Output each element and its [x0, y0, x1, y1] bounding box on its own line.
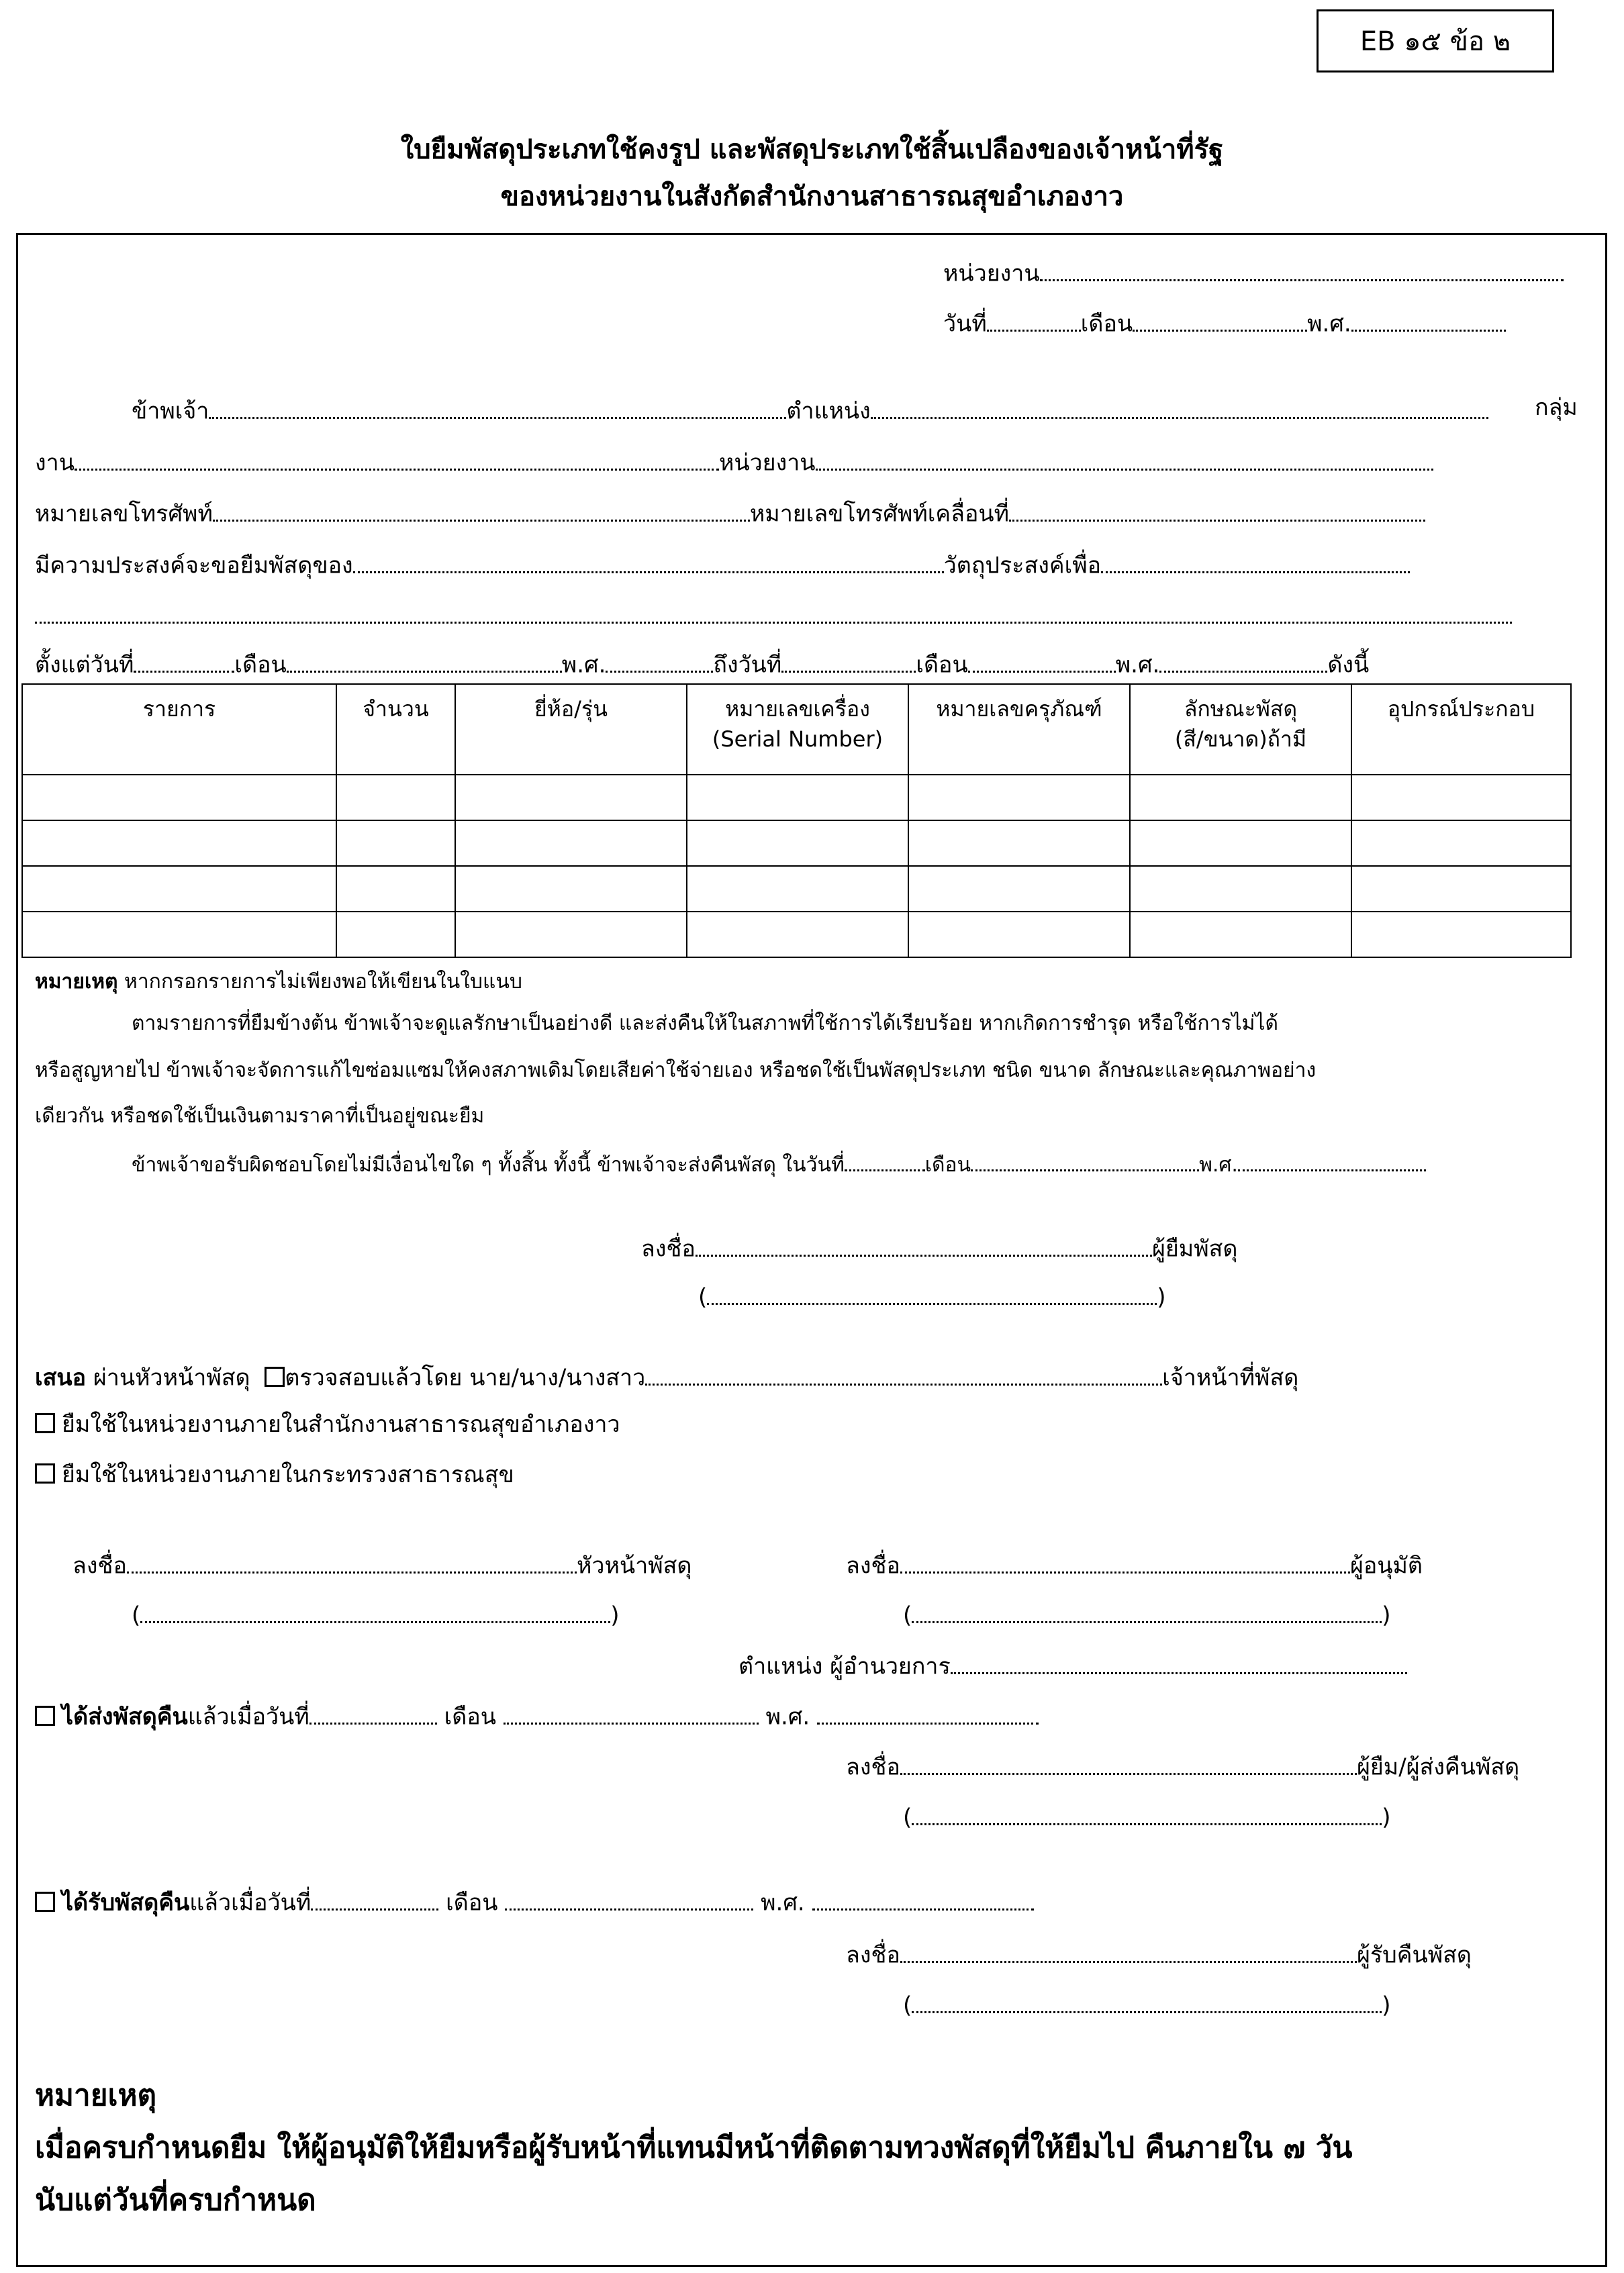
agreement-return-day-field[interactable]	[845, 1151, 925, 1171]
return-sent-month-label: เดือน	[444, 1703, 496, 1731]
table-cell[interactable]	[908, 912, 1130, 957]
return-received-role: ผู้รับคืนพัสดุ	[1356, 1941, 1472, 1969]
table-cell[interactable]	[1351, 775, 1571, 820]
option2-label: ยืมใช้ในหน่วยงานภายในกระทรวงสาธารณสุข	[62, 1461, 514, 1488]
applicant-wish-label: มีความประสงค์จะขอยืมพัสดุของ	[35, 552, 353, 579]
table-cell[interactable]	[1351, 820, 1571, 866]
applicant-mobile-field[interactable]	[1009, 499, 1425, 522]
return-received-checkbox[interactable]	[35, 1892, 55, 1912]
agreement-return-year-label: พ.ศ.	[1199, 1153, 1238, 1177]
table-cell[interactable]	[336, 912, 455, 957]
option2-row	[35, 1463, 514, 1486]
header-day-field[interactable]	[987, 309, 1081, 332]
applicant-i-label: ข้าพเจ้า	[132, 397, 209, 425]
borrower-sign-row	[641, 1234, 1237, 1261]
table-cell[interactable]	[336, 820, 455, 866]
approver-name-row: ( )	[903, 1600, 1391, 1627]
agreement-return-month-field[interactable]	[971, 1151, 1199, 1171]
table-cell[interactable]	[22, 866, 336, 912]
applicant-unit-label: หน่วยงาน	[718, 449, 816, 477]
applicant-purpose-cont-field[interactable]	[35, 601, 1512, 624]
agreement-return-row	[132, 1151, 1426, 1175]
approver-position-label: ตำแหน่ง ผู้อำนวยการ	[738, 1653, 951, 1680]
period-from-year-label: พ.ศ.	[561, 651, 606, 679]
table-row	[22, 775, 1571, 820]
table-cell[interactable]	[1130, 866, 1351, 912]
form-title-line1: ใบยืมพัสดุประเภทใช้คงรูป และพัสดุประเภทใช้สิ้นเปลืองของเจ้าหน้าที่รัฐ	[400, 134, 1224, 165]
option1-row	[35, 1413, 620, 1436]
return-sent-day-field[interactable]	[309, 1702, 437, 1725]
table-cell[interactable]	[455, 820, 687, 866]
agreement-return-year-field[interactable]	[1238, 1151, 1426, 1171]
applicant-phone-label: หมายเลขโทรศัพท์	[35, 500, 213, 528]
table-cell[interactable]	[1130, 912, 1351, 957]
return-received-label: ได้รับพัสดุคืน	[62, 1889, 190, 1917]
table-cell[interactable]	[687, 866, 908, 912]
option1-checkbox[interactable]	[35, 1413, 55, 1433]
applicant-purpose-field[interactable]	[1101, 550, 1410, 573]
return-received-year-label: พ.ศ.	[761, 1889, 805, 1917]
remark1-label: หมายเหตุ	[35, 970, 118, 994]
approver-position-field[interactable]	[951, 1651, 1407, 1674]
option2-checkbox[interactable]	[35, 1463, 55, 1484]
applicant-unit-field[interactable]	[816, 448, 1433, 471]
return-sent-row	[35, 1702, 1039, 1729]
approver-position-row	[738, 1651, 1407, 1678]
return-received-year-field[interactable]	[812, 1888, 1034, 1911]
table-cell[interactable]	[687, 820, 908, 866]
items-header-cell: อุปกรณ์ประกอบ	[1351, 684, 1571, 775]
table-cell[interactable]	[22, 912, 336, 957]
header-unit-label: หน่วยงาน	[943, 260, 1040, 287]
return-sent-sign-label: ลงชื่อ	[846, 1753, 900, 1781]
table-cell[interactable]	[687, 775, 908, 820]
applicant-period-row	[35, 650, 1369, 677]
applicant-group-label-2: งาน	[35, 449, 75, 477]
table-cell[interactable]	[455, 775, 687, 820]
header-date-label: วันที่	[943, 310, 987, 338]
return-received-month-label: เดือน	[446, 1889, 498, 1917]
return-received-row	[35, 1888, 1034, 1915]
return-received-sign-field[interactable]	[900, 1940, 1357, 1963]
table-cell[interactable]	[908, 775, 1130, 820]
return-received-day-field[interactable]	[311, 1888, 438, 1911]
table-cell[interactable]	[455, 912, 687, 957]
table-cell[interactable]	[22, 820, 336, 866]
checked-checkbox[interactable]	[265, 1367, 285, 1387]
approver-sign-row	[846, 1551, 1423, 1578]
borrower-sign-field[interactable]	[696, 1234, 1152, 1257]
option1-label: ยืมใช้ในหน่วยงานภายในสำนักงานสาธารณสุขอำเภองาว	[62, 1411, 620, 1438]
form-code: EB ๑๕ ข้อ ๒	[1359, 26, 1511, 57]
header-unit-field[interactable]	[1040, 258, 1564, 281]
head-name-row: ( )	[132, 1600, 620, 1627]
head-role: หัวหน้าพัสดุ	[576, 1552, 692, 1580]
table-cell[interactable]	[908, 866, 1130, 912]
items-header-cell: ยี่ห้อ/รุ่น	[455, 684, 687, 775]
header-year-label: พ.ศ.	[1307, 310, 1351, 338]
return-sent-year-label: พ.ศ.	[765, 1703, 810, 1731]
period-to-label: ถึงวันที่	[713, 651, 782, 679]
header-year-field[interactable]	[1351, 309, 1506, 332]
agreement-line2: หรือสูญหายไป ข้าพเจ้าจะจัดการแก้ไขซ่อมแซมให้คงสภาพเดิมโดยเสียค่าใช้จ่ายเอง หรือชดใช้เป็นพัสดุประเภท ชนิด ขนาด ลักษณะและคุณภาพอย่าง	[35, 1059, 1317, 1082]
applicant-wish-field[interactable]	[353, 550, 944, 573]
table-row	[22, 912, 1571, 957]
applicant-name-field[interactable]	[209, 396, 786, 419]
items-header-cell: ลักษณะพัสดุ (สี/ขนาด)ถ้ามี	[1130, 684, 1351, 775]
items-header-cell: รายการ	[22, 684, 336, 775]
return-sent-name-field[interactable]	[912, 1802, 1382, 1825]
table-row	[22, 820, 1571, 866]
table-cell[interactable]	[336, 775, 455, 820]
applicant-phone-row	[35, 499, 1425, 526]
applicant-mobile-label: หมายเลขโทรศัพท์เคลื่อนที่	[749, 500, 1010, 528]
propose-label: เสนอ	[35, 1364, 87, 1392]
items-header-cell: จำนวน	[336, 684, 455, 775]
borrower-role: ผู้ยืมพัสดุ	[1151, 1235, 1238, 1263]
form-code-box	[1317, 9, 1554, 72]
period-as-follows: ดังนี้	[1327, 651, 1370, 679]
items-header-cell: หมายเลขครุภัณฑ์	[908, 684, 1130, 775]
applicant-purpose-label: วัตถุประสงค์เพื่อ	[943, 552, 1102, 579]
period-from-day-field[interactable]	[134, 650, 234, 673]
applicant-group-label-1: กลุ่ม	[1535, 394, 1578, 421]
return-sent-checkbox[interactable]	[35, 1706, 55, 1726]
return-received-suffix: แล้วเมื่อวันที่	[189, 1889, 312, 1917]
remark1-row	[35, 972, 522, 992]
return-sent-sign-row	[846, 1752, 1519, 1779]
approver-sign-field[interactable]	[900, 1551, 1350, 1574]
return-sent-sign-field[interactable]	[900, 1752, 1357, 1775]
table-row	[22, 866, 1571, 912]
period-from-year-field[interactable]	[606, 650, 713, 673]
head-sign-label: ลงชื่อ	[73, 1552, 127, 1580]
propose-row	[35, 1363, 1298, 1390]
period-to-year-label: พ.ศ.	[1115, 651, 1160, 679]
agreement-return-month-label: เดือน	[924, 1153, 971, 1177]
return-sent-year-field[interactable]	[817, 1702, 1039, 1725]
return-received-name-row: ( )	[903, 1990, 1391, 2017]
table-cell[interactable]	[336, 866, 455, 912]
header-date-row	[943, 309, 1506, 336]
period-to-year-field[interactable]	[1159, 650, 1327, 673]
borrower-name-row: ( )	[698, 1282, 1166, 1309]
return-sent-suffix: แล้วเมื่อวันที่	[187, 1703, 309, 1731]
applicant-group-row	[35, 448, 1433, 475]
items-table	[21, 683, 1572, 958]
approver-role: ผู้อนุมัติ	[1349, 1552, 1423, 1580]
period-to-day-field[interactable]	[781, 650, 916, 673]
final-note-line2: นับแต่วันที่ครบกำหนด	[35, 2183, 316, 2217]
return-received-name-field[interactable]	[912, 1990, 1382, 2013]
period-to-month-label: เดือน	[916, 651, 968, 679]
table-cell[interactable]	[1130, 820, 1351, 866]
head-sign-row	[73, 1551, 691, 1578]
borrower-name-field[interactable]	[707, 1282, 1157, 1305]
applicant-position-field[interactable]	[871, 396, 1488, 419]
form-title-line2: ของหน่วยงานในสังกัดสำนักงานสาธารณสุขอำเภองาว	[500, 181, 1124, 212]
items-header-cell: หมายเลขเครื่อง (Serial Number)	[687, 684, 908, 775]
table-cell[interactable]	[1130, 775, 1351, 820]
return-sent-role: ผู้ยืม/ผู้ส่งคืนพัสดุ	[1356, 1753, 1520, 1781]
period-from-month-field[interactable]	[287, 650, 562, 673]
propose-via: ผ่านหัวหน้าพัสดุ	[93, 1364, 250, 1392]
agreement-line1: ตามรายการที่ยืมข้างต้น ข้าพเจ้าจะดูแลรักษาเป็นอย่างดี และส่งคืนให้ในสภาพที่ใช้การได้เรียบร้อย หากเกิดการชำรุด หรือใช้การไม่ได้	[132, 1012, 1278, 1035]
head-sign-field[interactable]	[127, 1551, 577, 1574]
return-sent-label: ได้ส่งพัสดุคืน	[62, 1703, 188, 1731]
borrower-sign-label: ลงชื่อ	[641, 1235, 696, 1263]
final-note-line1: เมื่อครบกำหนดยืม ให้ผู้อนุมัติให้ยืมหรือผู้รับหน้าที่แทนมีหน้าที่ติดตามทวงพัสดุที่ให้ยืมไป คืนภายใน ๗ วัน	[35, 2131, 1353, 2165]
period-from-label: ตั้งแต่วันที่	[35, 651, 134, 679]
applicant-group-field[interactable]	[75, 448, 719, 471]
officer-role: เจ้าหน้าที่พัสดุ	[1162, 1364, 1299, 1392]
table-cell[interactable]	[1351, 866, 1571, 912]
remark1-text: หากกรอกรายการไม่เพียงพอให้เขียนในใบแนบ	[124, 970, 522, 994]
header-month-label: เดือน	[1080, 310, 1133, 338]
table-cell[interactable]	[687, 912, 908, 957]
period-from-month-label: เดือน	[234, 651, 287, 679]
approver-name-field[interactable]	[912, 1600, 1382, 1623]
return-received-month-field[interactable]	[505, 1888, 753, 1911]
period-to-month-field[interactable]	[968, 650, 1116, 673]
table-cell[interactable]	[455, 866, 687, 912]
applicant-purpose-cont-row	[35, 601, 1512, 628]
items-table-header-row	[22, 684, 1571, 775]
header-unit-row	[943, 258, 1564, 285]
applicant-wish-row	[35, 550, 1410, 577]
applicant-position-label: ตำแหน่ง	[786, 397, 871, 425]
head-name-field[interactable]	[140, 1600, 610, 1623]
applicant-phone-field[interactable]	[213, 499, 750, 522]
agreement-line3: เดียวกัน หรือชดใช้เป็นเงินตามราคาที่เป็นอยู่ขณะยืม	[35, 1104, 485, 1128]
return-received-sign-label: ลงชื่อ	[846, 1941, 900, 1969]
propose-checked-by: ตรวจสอบแล้วโดย นาย/นาง/นางสาว	[285, 1364, 646, 1392]
table-cell[interactable]	[1351, 912, 1571, 957]
return-sent-name-row: ( )	[903, 1802, 1391, 1829]
officer-name-field[interactable]	[645, 1363, 1162, 1386]
final-note-label: หมายเหตุ	[35, 2078, 157, 2113]
agreement-return-prefix: ข้าพเจ้าขอรับผิดชอบโดยไม่มีเงื่อนไขใด ๆ ทั้งสิ้น ทั้งนี้ ข้าพเจ้าจะส่งคืนพัสดุ ในวันที่	[132, 1153, 845, 1177]
return-received-sign-row	[846, 1940, 1472, 1967]
table-cell[interactable]	[22, 775, 336, 820]
return-sent-month-field[interactable]	[504, 1702, 759, 1725]
applicant-name-row	[132, 396, 1488, 423]
table-cell[interactable]	[908, 820, 1130, 866]
approver-sign-label: ลงชื่อ	[846, 1552, 900, 1580]
header-month-field[interactable]	[1133, 309, 1307, 332]
